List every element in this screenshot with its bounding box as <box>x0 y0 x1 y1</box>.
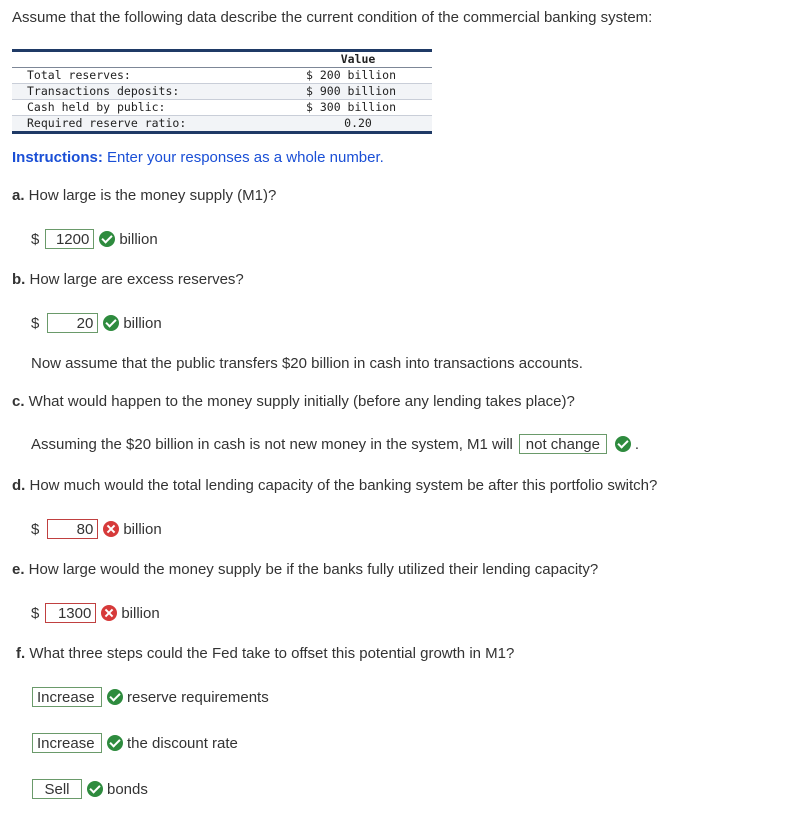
currency-symbol: $ <box>31 230 40 248</box>
question-text: How much would the total lending capacity of the banking system be after this portfolio switch? <box>25 477 658 494</box>
question-b <box>12 271 244 288</box>
unit-label: billion <box>123 314 162 332</box>
answer-c-line <box>31 434 639 454</box>
row-label: Transactions deposits: <box>27 84 180 98</box>
question-letter: d. <box>12 477 26 494</box>
correct-icon <box>103 315 119 331</box>
step-1-dropdown[interactable]: Increase <box>32 687 102 707</box>
correct-icon <box>615 436 631 452</box>
question-letter: e. <box>12 561 25 578</box>
question-f <box>16 645 514 662</box>
correct-icon <box>99 231 115 247</box>
answer-a-line <box>31 229 158 249</box>
question-c <box>12 393 575 410</box>
question-e <box>12 561 598 578</box>
table-header-value: Value <box>340 52 376 66</box>
row-value: $ 200 billion <box>306 68 397 82</box>
transfer-note: Now assume that the public transfers $20 billion in cash into transactions accounts. <box>31 355 583 372</box>
incorrect-icon <box>103 521 119 537</box>
question-a <box>12 187 276 204</box>
row-label: Required reserve ratio: <box>27 116 187 130</box>
answer-d-input[interactable]: 80 <box>47 519 98 539</box>
currency-symbol: $ <box>31 520 40 538</box>
correct-icon <box>87 781 103 797</box>
question-text: How large would the money supply be if the banks fully utilized their lending capacity? <box>24 561 599 578</box>
step-3-dropdown[interactable]: Sell <box>32 779 82 799</box>
answer-b-input[interactable]: 20 <box>47 313 98 333</box>
answer-e-input[interactable]: 1300 <box>45 603 96 623</box>
unit-label: billion <box>119 230 158 248</box>
answer-c-dropdown[interactable]: not change <box>519 434 607 454</box>
correct-icon <box>107 735 123 751</box>
question-text: What three steps could the Fed take to offset this potential growth in M1? <box>25 645 515 662</box>
table-bottom-rule <box>12 131 432 134</box>
intro-text: Assume that the following data describe the current condition of the commercial banking system: <box>12 9 653 26</box>
answer-f-step-2 <box>32 733 238 753</box>
row-value: $ 900 billion <box>306 84 397 98</box>
question-letter: a. <box>12 187 25 204</box>
table-row <box>12 68 432 84</box>
instructions <box>12 149 384 166</box>
table-header-label <box>12 52 296 67</box>
step-2-label: the discount rate <box>127 734 238 752</box>
instructions-text: Enter your responses as a whole number. <box>102 149 384 166</box>
step-1-label: reserve requirements <box>127 688 269 706</box>
answer-b-line <box>31 313 162 333</box>
row-value: $ 300 billion <box>306 100 397 114</box>
step-3-label: bonds <box>107 780 148 798</box>
unit-label: billion <box>121 604 160 622</box>
step-2-dropdown[interactable]: Increase <box>32 733 102 753</box>
row-label: Total reserves: <box>27 68 131 82</box>
question-letter: f. <box>16 645 26 662</box>
answer-a-input[interactable]: 1200 <box>45 229 94 249</box>
row-value: 0.20 <box>344 116 372 130</box>
question-letter: b. <box>12 271 26 288</box>
row-label: Cash held by public: <box>27 100 166 114</box>
unit-label: billion <box>123 520 162 538</box>
question-text: What would happen to the money supply initially (before any lending takes place)? <box>24 393 575 410</box>
question-text: How large is the money supply (M1)? <box>24 187 277 204</box>
table-header-row <box>12 52 432 68</box>
table-row <box>12 100 432 116</box>
question-letter: c. <box>12 393 25 410</box>
data-table <box>12 49 432 134</box>
answer-c-prefix: Assuming the $20 billion in cash is not new money in the system, M1 will <box>31 435 513 453</box>
currency-symbol: $ <box>31 604 40 622</box>
answer-e-line <box>31 603 160 623</box>
table-row <box>12 116 432 131</box>
question-text: How large are excess reserves? <box>25 271 244 288</box>
question-d <box>12 477 657 494</box>
answer-f-step-1 <box>32 687 269 707</box>
answer-f-step-3 <box>32 779 148 799</box>
answer-d-line <box>31 519 162 539</box>
instructions-label: Instructions: <box>12 149 103 166</box>
correct-icon <box>107 689 123 705</box>
currency-symbol: $ <box>31 314 40 332</box>
answer-c-suffix: . <box>634 435 640 453</box>
table-row <box>12 84 432 100</box>
incorrect-icon <box>101 605 117 621</box>
